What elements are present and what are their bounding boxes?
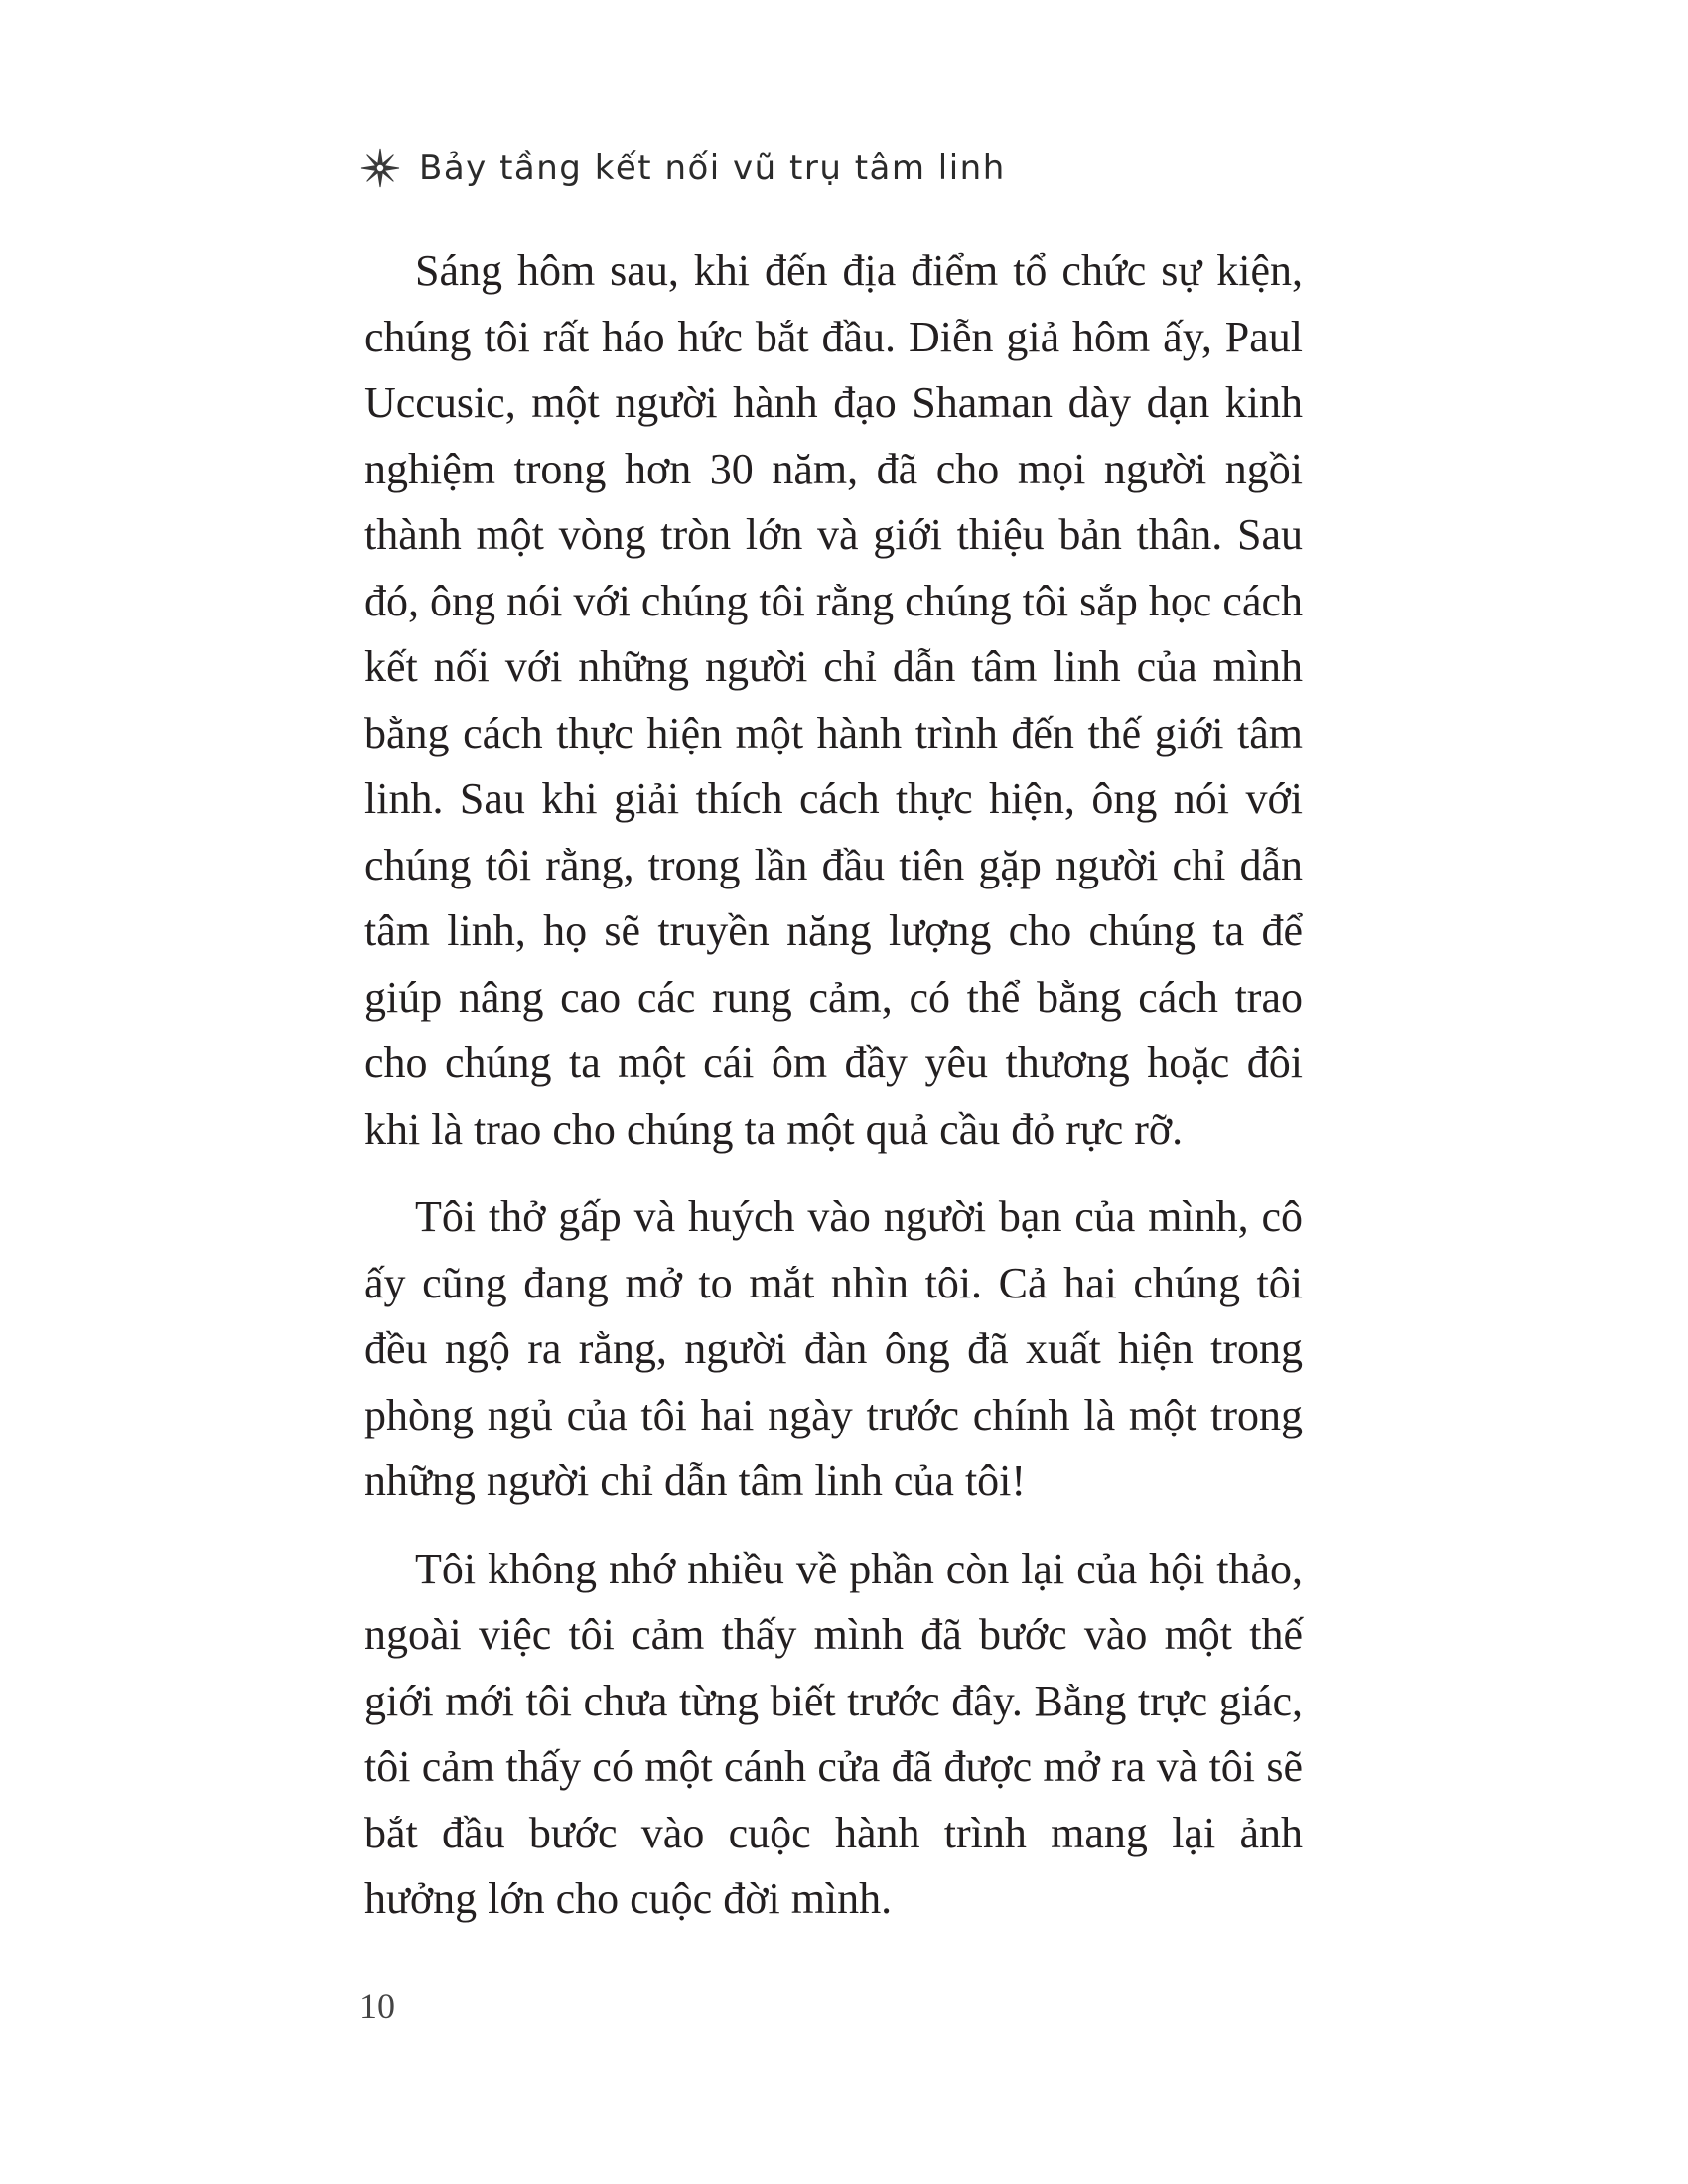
paragraph: Tôi thở gấp và huých vào người bạn của mình, cô ấy cũng đang mở to mắt nhìn tôi. Cả hai chúng tôi đều ngộ ra rằng, người đàn ông đã xuất hiện trong phòng ngủ của tôi hai ngày trước chính là một trong những người chỉ dẫn tâm linh của tôi! xyxy=(364,1192,1303,1505)
running-header xyxy=(359,143,1006,193)
asterisk-star-icon xyxy=(359,147,401,189)
paragraph: Sáng hôm sau, khi đến địa điểm tổ chức sự kiện, chúng tôi rất háo hức bắt đầu. Diễn giả hôm ấy, Paul Uccusic, một người hành đạo Shaman dày dạn kinh nghiệm trong hơn 30 năm, đã cho mọi người ngồi thành một vòng tròn lớn và giới thiệu bản thân. Sau đó, ông nói với chúng tôi rằng chúng tôi sắp học cách kết nối với những người chỉ dẫn tâm linh của mình bằng cách thực hiện một hành trình đến thế giới tâm linh. Sau khi giải thích cách thực hiện, ông nói với chúng tôi rằng, trong lần đầu tiên gặp người chỉ dẫn tâm linh, họ sẽ truyền năng lượng cho chúng ta để giúp nâng cao các rung cảm, có thể bằng cách trao cho chúng ta một cái ôm đầy yêu thương hoặc đôi khi là trao cho chúng ta một quả cầu đỏ rực rỡ. xyxy=(364,246,1303,1154)
paragraph: Tôi không nhớ nhiều về phần còn lại của hội thảo, ngoài việc tôi cảm thấy mình đã bước vào một thế giới mới tôi chưa từng biết trước đây. Bằng trực giác, tôi cảm thấy có một cánh cửa đã được mở ra và tôi sẽ bắt đầu bước vào cuộc hành trình mang lại ảnh hưởng lớn cho cuộc đời mình. xyxy=(364,1544,1303,1923)
body-text xyxy=(364,238,1303,1955)
page-number: 10 xyxy=(359,1986,395,2026)
running-header-title: Bảy tầng kết nối vũ trụ tâm linh xyxy=(419,148,1006,188)
